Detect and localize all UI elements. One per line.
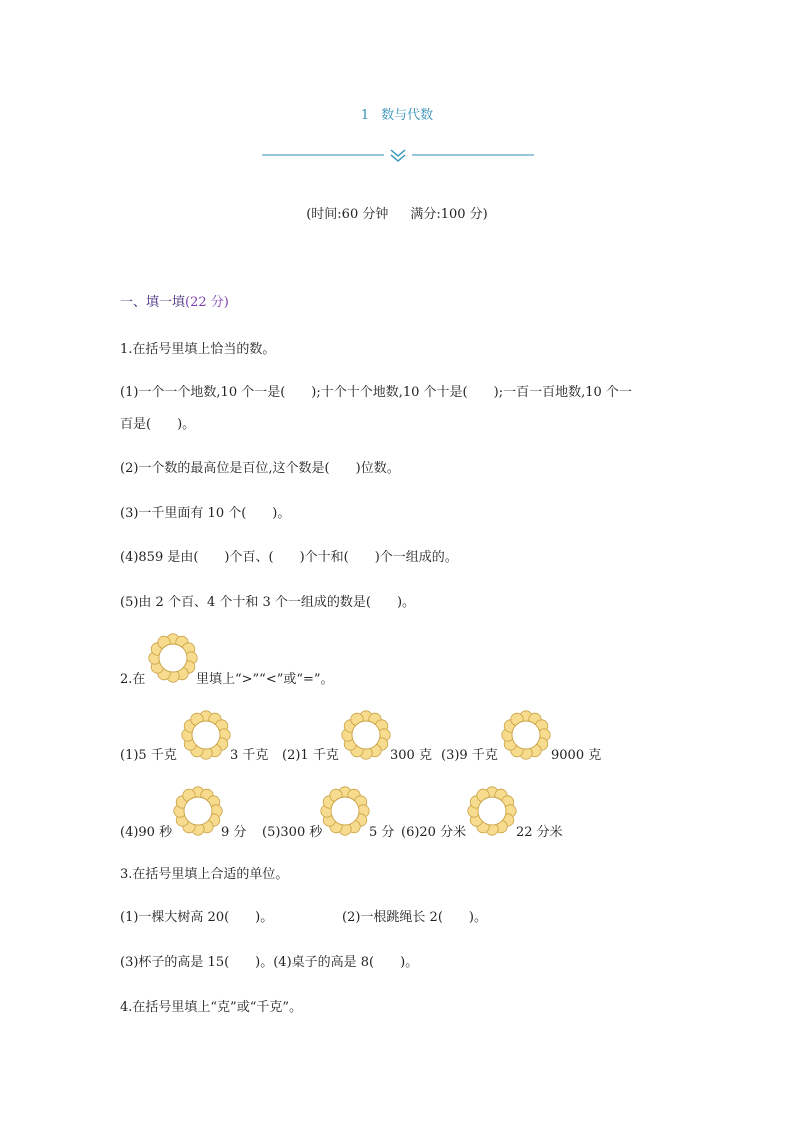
q2-item-5-left: (5)300 秒 bbox=[262, 825, 323, 840]
q2-item-6-right: 22 分米 bbox=[516, 825, 563, 840]
q2-item-2-left: (2)1 千克 bbox=[282, 748, 339, 763]
q1-item-1-cont: 百是( )。 bbox=[120, 417, 196, 432]
q1-item-4: (4)859 是由( )个百、( )个十和( )个一组成的。 bbox=[120, 550, 458, 565]
q3-item-1: (1)一棵大树高 20( )。 bbox=[120, 910, 274, 925]
flower-circle-icon[interactable] bbox=[467, 786, 517, 836]
flower-circle-icon[interactable] bbox=[181, 710, 231, 760]
q2-item-2-right: 300 克 bbox=[390, 748, 432, 763]
flower-circle-icon bbox=[148, 633, 198, 683]
title-number: 1 bbox=[360, 108, 370, 123]
q1-item-1: (1)一个一个地数,10 个一是( );十个十个地数,10 个十是( );一百一百地数,10 个一 bbox=[120, 385, 632, 400]
section-label: 一、填一填 bbox=[120, 295, 186, 310]
q2-item-5-right: 5 分 bbox=[369, 825, 395, 840]
q3-title: 3.在括号里填上合适的单位。 bbox=[120, 867, 289, 882]
q2-item-1-left: (1)5 千克 bbox=[120, 748, 177, 763]
section-heading bbox=[120, 291, 229, 310]
q1-item-5: (5)由 2 个百、4 个十和 3 个一组成的数是( )。 bbox=[120, 595, 416, 610]
q3-item-3-4: (3)杯子的高是 15( )。(4)桌子的高是 8( )。 bbox=[120, 955, 419, 970]
q2-prefix: 2.在 bbox=[120, 672, 146, 687]
q2-item-4-right: 9 分 bbox=[221, 825, 247, 840]
q2-item-1-right: 3 千克 bbox=[230, 748, 269, 763]
q2-item-3-right: 9000 克 bbox=[551, 748, 602, 763]
q2-item-6-left: (6)20 分米 bbox=[401, 825, 467, 840]
q1-item-2: (2)一个数的最高位是百位,这个数是( )位数。 bbox=[120, 461, 400, 476]
q3-item-2: (2)一根跳绳长 2( )。 bbox=[342, 910, 487, 925]
q2-item-4-left: (4)90 秒 bbox=[120, 825, 173, 840]
time-limit bbox=[0, 203, 794, 222]
score-text: 满分:100 分) bbox=[410, 207, 488, 222]
q4-title: 4.在括号里填上“克”或“千克”。 bbox=[120, 1000, 302, 1015]
flower-circle-icon[interactable] bbox=[320, 786, 370, 836]
double-chevron-down-icon bbox=[262, 149, 534, 163]
flower-circle-icon[interactable] bbox=[173, 786, 223, 836]
title-text: 数与代数 bbox=[381, 108, 434, 123]
time-text: (时间:60 分钟 bbox=[306, 207, 389, 222]
q1-item-3: (3)一千里面有 10 个( )。 bbox=[120, 506, 291, 521]
section-score: (22 分) bbox=[185, 295, 229, 310]
q2-suffix: 里填上“>”“<”或“=”。 bbox=[196, 672, 334, 687]
q2-item-3-left: (3)9 千克 bbox=[441, 748, 498, 763]
page-title bbox=[0, 104, 794, 123]
flower-circle-icon[interactable] bbox=[341, 710, 391, 760]
q1-title: 1.在括号里填上恰当的数。 bbox=[120, 342, 276, 357]
flower-circle-icon[interactable] bbox=[501, 710, 551, 760]
